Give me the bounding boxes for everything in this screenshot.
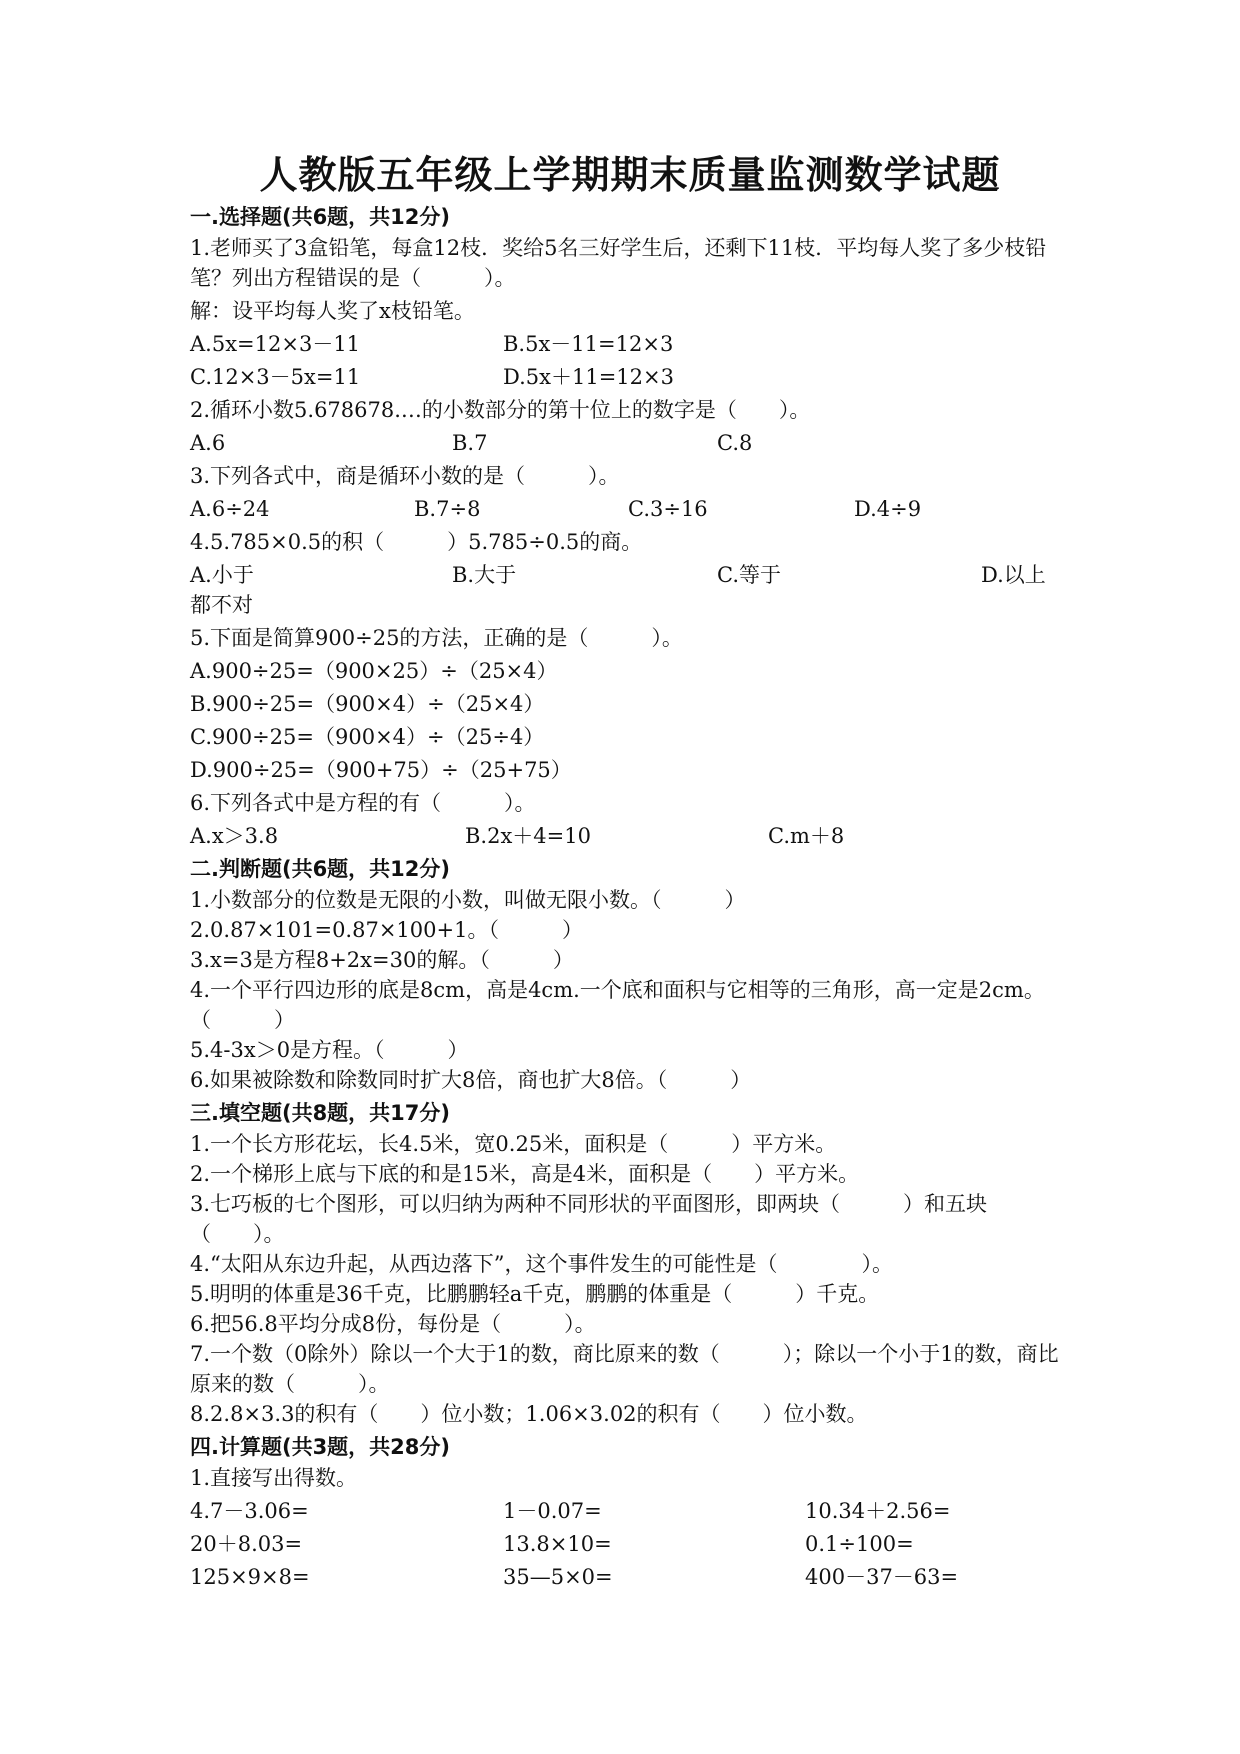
calc-item: 400－37－63= [805, 1565, 959, 1589]
exam-content [190, 150, 1070, 1595]
choice-question-6: 6.下列各式中是方程的有（ ）。 [190, 791, 536, 815]
page-title: 人教版五年级上学期期末质量监测数学试题 [259, 152, 1001, 197]
calc-item: 125×9×8= [190, 1565, 310, 1589]
choice-options-3 [190, 494, 1070, 524]
choice-question-3: 3.下列各式中，商是循环小数的是（ ）。 [190, 464, 620, 488]
section-heading-fill: 三.填空题(共8题，共17分) [190, 1101, 451, 1125]
choice-options-4 [190, 560, 1070, 590]
fill-question: 7.一个数（0除外）除以一个大于1的数，商比原来的数（ ）；除以一个小于1的数，商比原来的数（ ）。 [190, 1342, 1059, 1396]
fill-question: 2.一个梯形上底与下底的和是15米，高是4米，面积是（ ）平方米。 [190, 1162, 860, 1186]
calc-item: 0.1÷100= [805, 1532, 914, 1556]
choice-options-1-row1 [190, 329, 1070, 359]
option-a: A.5x=12×3－11 [190, 332, 361, 356]
judge-question: 2.0.87×101=0.87×100+1。（ ） [190, 918, 583, 942]
calc-row-1 [190, 1496, 1070, 1526]
option-c: C.m＋8 [768, 824, 845, 848]
judge-question: 6.如果被除数和除数同时扩大8倍，商也扩大8倍。（ ） [190, 1068, 752, 1092]
choice-question-1: 1.老师买了3盒铅笔，每盒12枝．奖给5名三好学生后，还剩下11枝．平均每人奖了多少枝铅笔？列出方程错误的是（ ）。 [190, 236, 1047, 290]
fill-question: 4.“太阳从东边升起，从西边落下”，这个事件发生的可能性是（ ）。 [190, 1252, 894, 1276]
choice-options-6 [190, 821, 1070, 851]
option-c: C.3÷16 [628, 497, 708, 521]
choice-question-2: 2.循环小数5.678678.…的小数部分的第十位上的数字是（ ）。 [190, 398, 811, 422]
option-d: D.5x＋11=12×3 [503, 365, 674, 389]
fill-question: 1.一个长方形花坛，长4.5米，宽0.25米，面积是（ ）平方米。 [190, 1132, 837, 1156]
option-b: B.5x－11=12×3 [503, 332, 674, 356]
option-d: D.以上 [981, 563, 1046, 587]
choice-options-1-row2 [190, 362, 1070, 392]
option-c: C.900÷25=（900×4）÷（25÷4） [190, 725, 545, 749]
choice-options-2 [190, 428, 1070, 458]
judge-question: 5.4-3x＞0是方程。（ ） [190, 1038, 469, 1062]
judge-question: 4.一个平行四边形的底是8cm，高是4cm.一个底和面积与它相等的三角形，高一定是2cm。（ ） [190, 978, 1045, 1032]
option-d: D.900÷25=（900+75）÷（25+75） [190, 758, 572, 782]
option-a: A.x＞3.8 [190, 824, 279, 848]
fill-question: 5.明明的体重是36千克，比鹏鹏轻a千克，鹏鹏的体重是（ ）千克。 [190, 1282, 880, 1306]
option-b: B.900÷25=（900×4）÷（25×4） [190, 692, 545, 716]
option-b: B.7 [452, 431, 488, 455]
calc-row-2 [190, 1529, 1070, 1559]
choice-question-1-note: 解：设平均每人奖了x枝铅笔。 [190, 299, 475, 323]
section-heading-calc: 四.计算题(共3题，共28分) [190, 1435, 451, 1459]
option-a: A.小于 [190, 563, 254, 587]
calc-item: 4.7－3.06= [190, 1499, 309, 1523]
fill-question: 6.把56.8平均分成8份，每份是（ ）。 [190, 1312, 596, 1336]
fill-question: 3.七巧板的七个图形，可以归纳为两种不同形状的平面图形，即两块（ ）和五块（ ）。 [190, 1192, 988, 1246]
calc-item: 13.8×10= [503, 1532, 612, 1556]
section-heading-judge: 二.判断题(共6题，共12分) [190, 857, 451, 881]
calc-item: 20＋8.03= [190, 1532, 303, 1556]
option-c: C.等于 [717, 563, 781, 587]
choice-question-5: 5.下面是简算900÷25的方法，正确的是（ ）。 [190, 626, 683, 650]
choice-question-4: 4.5.785×0.5的积（ ）5.785÷0.5的商。 [190, 530, 643, 554]
option-b: B.2x＋4=10 [465, 824, 591, 848]
option-a: A.6÷24 [190, 497, 270, 521]
calc-item: 35—5×0= [503, 1565, 613, 1589]
option-b: B.7÷8 [414, 497, 481, 521]
section-heading-choice: 一.选择题(共6题，共12分) [190, 205, 451, 229]
option-c: C.8 [717, 431, 753, 455]
option-a: A.6 [190, 431, 226, 455]
calc-row-3 [190, 1562, 1070, 1592]
choice-option-4-d-continued: 都不对 [190, 593, 253, 617]
option-b: B.大于 [452, 563, 517, 587]
calc-item: 10.34＋2.56= [805, 1499, 951, 1523]
judge-question: 3.x=3是方程8+2x=30的解。（ ） [190, 948, 574, 972]
judge-question: 1.小数部分的位数是无限的小数，叫做无限小数。（ ） [190, 888, 746, 912]
fill-question: 8.2.8×3.3的积有（ ）位小数；1.06×3.02的积有（ ）位小数。 [190, 1402, 868, 1426]
option-a: A.900÷25=（900×25）÷（25×4） [190, 659, 558, 683]
calc-question-1: 1.直接写出得数。 [190, 1466, 358, 1490]
option-d: D.4÷9 [854, 497, 922, 521]
option-c: C.12×3－5x=11 [190, 365, 361, 389]
calc-item: 1－0.07= [503, 1499, 602, 1523]
